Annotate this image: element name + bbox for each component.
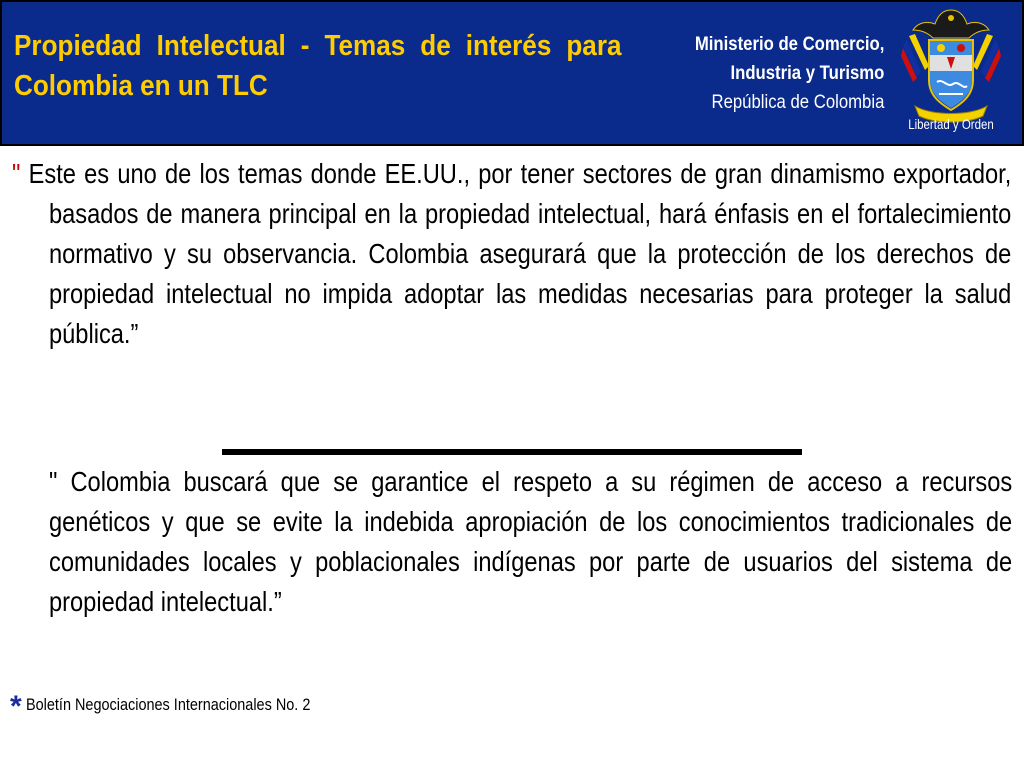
paragraph-1 [12,154,1011,354]
header-banner [0,0,1024,146]
divider-line [222,449,802,455]
paragraph-1-text: Este es uno de los temas donde EE.UU., por tener sectores de gran dinamismo exportador, basados de manera principal en la propiedad intelectual, hará énfasis en el fortalecimiento normativo y su observancia. Colombia asegurará que la protección de los derechos de propiedad intelectual no impida adoptar las medidas necesarias para proteger la salud pública.” [20,158,1012,349]
crest-motto: Libertad y Orden [908,116,994,132]
ministry-line-3: República de Colombia [711,92,884,113]
ministry-line-1: Ministerio de Comercio, [694,34,884,55]
ministry-block [694,30,884,117]
paragraph-1-quote-mark: " [12,158,21,189]
ministry-line-2: Industria y Turismo [730,63,884,84]
slide-title: Propiedad Intelectual - Temas de interés para Colombia en un TLC [14,30,622,102]
footnote [10,690,360,724]
paragraph-2: " Colombia buscará que se garantice el respeto a su régimen de acceso a recursos genéticos y que se evite la indebida apropiación de los conocimientos tradicionales de comunidades locales y poblacionales indígenas por parte de usuarios del sistema de propiedad intelectual.” [49,466,1013,617]
footnote-text: Boletín Negociaciones Internacionales No. 2 [25,695,311,714]
footnote-star: * [10,690,22,723]
